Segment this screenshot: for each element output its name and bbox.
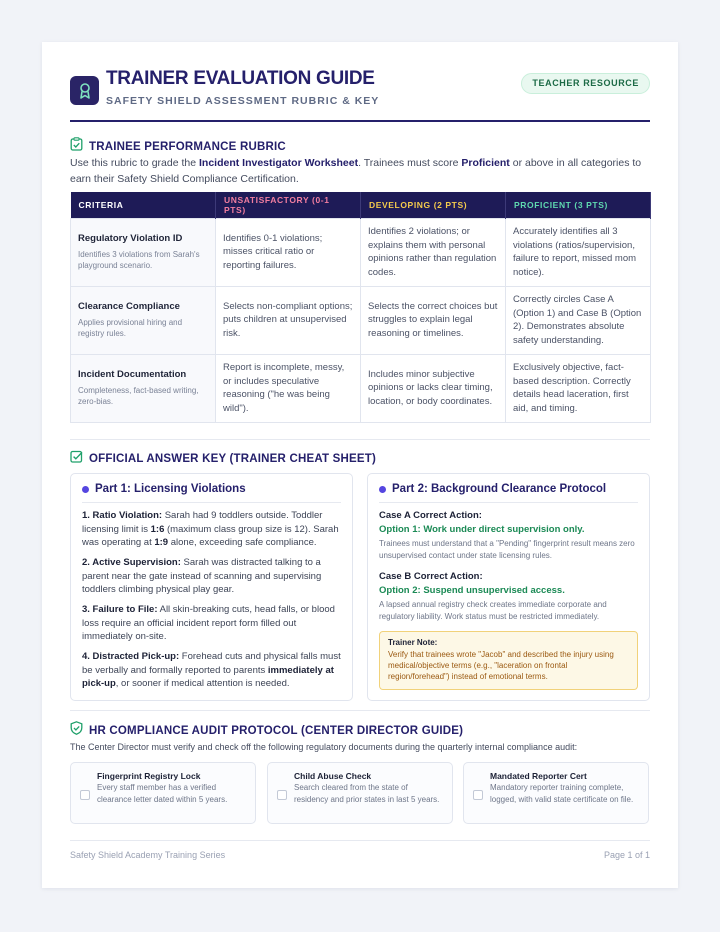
trainer-note <box>379 631 638 690</box>
criteria-name: Clearance Compliance <box>78 301 180 313</box>
shield-check-icon <box>70 721 83 740</box>
checkbox-icon <box>70 450 83 468</box>
audit-heading <box>70 721 463 740</box>
rubric-intro: Use this rubric to grade the Incident Investigator Worksheet. Trainees must score Proficient or above in all categories to earn their Safety Shield Compliance Certification. <box>70 157 642 185</box>
audit-checkbox[interactable] <box>473 790 483 800</box>
audit-checkbox[interactable] <box>80 790 90 800</box>
header-divider <box>70 120 650 122</box>
criteria-cell <box>71 218 216 286</box>
part1-card <box>70 473 353 701</box>
col-criteria: CRITERIA <box>71 192 216 218</box>
section-divider <box>70 439 650 440</box>
trainer-note-text: Verify that trainees wrote "Jacob" and described the injury using medical/objective terms (e.g., "laceration on frontal region/forehead") instead of emotional terms. <box>388 650 614 681</box>
case-a-explanation: Trainees must understand that a "Pending" fingerprint result means zero unsupervised contact under state licensing rules. <box>379 539 635 560</box>
case-b-heading: Case B Correct Action: <box>379 571 483 582</box>
part2-title: Part 2: Background Clearance Protocol <box>379 483 606 495</box>
document-page <box>42 42 678 888</box>
violation-item: 2. Active Supervision: Sarah was distracted talking to a parent near the gate instead of scanning and supervising toddlers climbing physical play gear. <box>82 557 322 595</box>
audit-checklist-item[interactable] <box>70 762 256 824</box>
rubric-heading-label: TRAINEE PERFORMANCE RUBRIC <box>89 140 286 153</box>
criteria-desc: Completeness, fact-based writing, zero-bias. <box>78 385 199 407</box>
violation-item: 3. Failure to File: All skin-breaking cuts, head falls, or blood loss require an official incident report form filled out immediately on-site. <box>82 604 335 642</box>
audit-checklist-item[interactable] <box>463 762 649 824</box>
proficient-cell: Accurately identifies all 3 violations (ratios/supervision, failure to report, missed mom notice). <box>506 218 651 286</box>
part1-title: Part 1: Licensing Violations <box>82 483 246 495</box>
table-row <box>71 354 651 422</box>
unsatisfactory-cell: Identifies 0-1 violations; misses critical ratio or reporting failures. <box>216 218 361 286</box>
developing-cell: Includes minor subjective opinions or lacks clear timing, location, or body coordinates. <box>361 354 506 422</box>
audit-checklist-item[interactable] <box>267 762 453 824</box>
audit-item-desc: Search cleared from the state of residency and prior states in last 5 years. <box>294 783 440 804</box>
table-row <box>71 286 651 354</box>
col-unsatisfactory: UNSATISFACTORY (0-1 PTS) <box>216 192 361 218</box>
audience-badge: TEACHER RESOURCE <box>521 73 650 94</box>
rubric-header-row <box>71 192 651 218</box>
criteria-desc: Applies provisional hiring and registry rules. <box>78 317 183 339</box>
case-a-answer: Option 1: Work under direct supervision only. <box>379 524 585 535</box>
audit-item-title: Fingerprint Registry Lock <box>97 771 201 781</box>
unsatisfactory-cell: Report is incomplete, messy, or includes speculative reasoning ("he was being wild"). <box>216 354 361 422</box>
trainer-note-heading: Trainer Note: <box>388 638 438 647</box>
criteria-name: Regulatory Violation ID <box>78 233 183 245</box>
audit-item-desc: Every staff member has a verified clearance letter dated within 5 years. <box>97 783 228 804</box>
page-subtitle: SAFETY SHIELD ASSESSMENT RUBRIC & KEY <box>106 95 380 107</box>
answer-key-heading <box>70 450 376 468</box>
proficient-cell: Correctly circles Case A (Option 1) and Case B (Option 2). Demonstrates absolute safety understanding. <box>506 286 651 354</box>
criteria-cell <box>71 354 216 422</box>
rubric-table <box>70 192 651 423</box>
audit-intro: The Center Director must verify and check off the following regulatory documents during the quarterly internal compliance audit: <box>70 742 578 752</box>
part2-card <box>367 473 650 701</box>
card-divider <box>379 502 638 503</box>
audit-item-title: Mandated Reporter Cert <box>490 771 587 781</box>
col-developing: DEVELOPING (2 PTS) <box>361 192 506 218</box>
proficient-cell: Exclusively objective, fact-based description. Correctly details head laceration, first aid, and timing. <box>506 354 651 422</box>
footer-series: Safety Shield Academy Training Series <box>70 850 226 860</box>
case-a-heading: Case A Correct Action: <box>379 510 482 521</box>
badge-ribbon-icon <box>70 76 99 105</box>
section-divider <box>70 710 650 711</box>
table-row <box>71 218 651 286</box>
bullet-dot-icon <box>379 486 386 493</box>
audit-item-desc: Mandatory reporter training complete, logged, with valid state certificate on file. <box>490 783 634 804</box>
violation-item: 1. Ratio Violation: Sarah had 9 toddlers outside. Toddler licensing limit is 1:6 (maximum class group size is 12). Sarah was operating at 1:9 alone, exceeding safe compliance. <box>82 510 339 548</box>
case-b-answer: Option 2: Suspend unsupervised access. <box>379 585 565 596</box>
developing-cell: Selects the correct choices but struggles to explain legal reasoning or timelines. <box>361 286 506 354</box>
case-b-explanation: A lapsed annual registry check creates immediate corporate and regulatory liability. Work status must be restricted immediately. <box>379 600 607 621</box>
card-divider <box>82 502 341 503</box>
page-title: TRAINER EVALUATION GUIDE <box>106 68 375 89</box>
footer-divider <box>70 840 650 841</box>
violation-item: 4. Distracted Pick-up: Forehead cuts and physical falls must be verbally and formally reported to parents immediately at pick-up, or sooner if medical attention is needed. <box>82 651 341 689</box>
criteria-cell <box>71 286 216 354</box>
audit-heading-label: HR COMPLIANCE AUDIT PROTOCOL (CENTER DIRECTOR GUIDE) <box>89 724 464 737</box>
unsatisfactory-cell: Selects non-compliant options; puts children at unsupervised risk. <box>216 286 361 354</box>
criteria-name: Incident Documentation <box>78 369 187 381</box>
answer-key-heading-label: OFFICIAL ANSWER KEY (TRAINER CHEAT SHEET) <box>89 453 376 465</box>
col-proficient: PROFICIENT (3 PTS) <box>506 192 651 218</box>
audit-checkbox[interactable] <box>277 790 287 800</box>
rubric-heading <box>70 137 286 156</box>
clipboard-check-icon <box>70 137 83 156</box>
bullet-dot-icon <box>82 486 89 493</box>
criteria-desc: Identifies 3 violations from Sarah's playground scenario. <box>78 249 200 271</box>
footer-page-number: Page 1 of 1 <box>603 850 650 860</box>
developing-cell: Identifies 2 violations; or explains them with personal opinions rather than regulation codes. <box>361 218 506 286</box>
audit-item-title: Child Abuse Check <box>294 771 372 781</box>
